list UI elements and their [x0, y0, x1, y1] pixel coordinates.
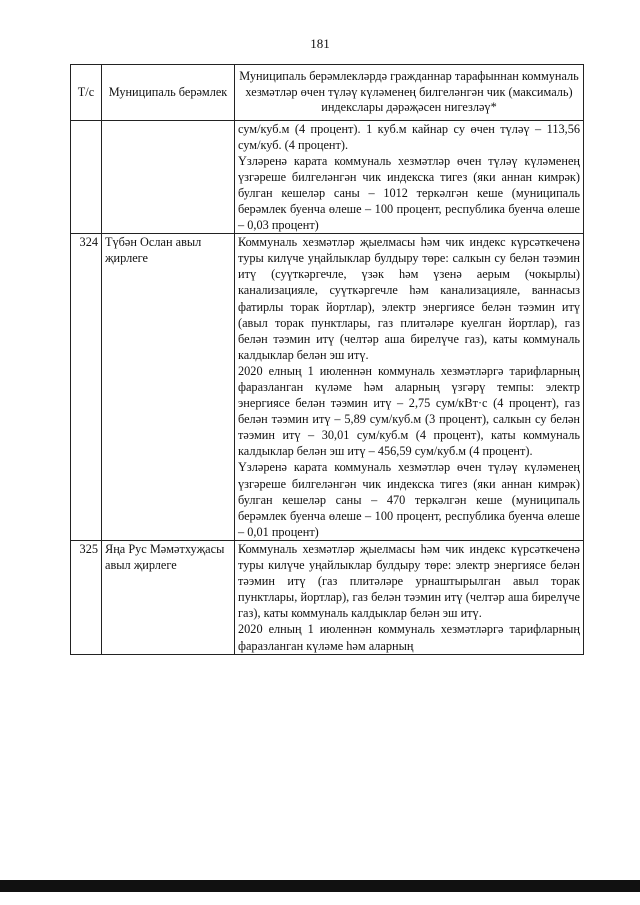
- paragraph: 2020 елның 1 июленнән коммуналь хезмәтләргә тарифларның фаразланган күләме һәм аларның үзгәрү темпы: электр энергиясе белән тәэмин итү – 2,75 сум/кВт·с (4 процент), газ белән тәэмин итү – 5,89 сум/куб.м (3 процент), салкын су белән тәэмин итү – 30,01 сум/куб.м (4 процент), каты коммуналь калдыклар белән эш итү – 456,59 сум/куб.м (4 процент).: [238, 363, 580, 459]
- page-number: 181: [310, 36, 330, 51]
- row-justification: [235, 120, 584, 234]
- row-municipality: [102, 120, 235, 234]
- paragraph: сум/куб.м (4 процент). 1 куб.м кайнар су өчен түләү – 113,56 сум/куб. (4 процент).: [238, 121, 580, 152]
- row-municipality: Яңа Рус Мәмәтхуҗасы авыл җирлеге: [102, 540, 235, 654]
- header-number: Т/с: [71, 65, 102, 121]
- paragraph: Коммуналь хезмәтләр җыелмасы һәм чик индекс күрсәткеченә туры килүче уңайлыклар булдыру төре: салкын су белән тәэмин итү (суүткәргечле, үзәк һәм үзенә аерым (чокырлы) канализацияле, суүткәргечле һәм канализацияле, ваннасыз фатирлы торак йортлар), электр энергиясе белән тәэмин итү (авыл торак пунктлары, газ плитәләре куелган йортлар), газ белән тәэмин итү (челтәр аша бирелүче газ), каты коммуналь калдыклар белән эш итү.: [238, 235, 580, 362]
- municipal-tariff-table: [70, 64, 584, 655]
- scan-bottom-edge: [0, 880, 640, 892]
- row-number: 324: [71, 234, 102, 541]
- paragraph: Үзләренә карата коммуналь хезмәтләр өчен түләү күләменең үзгәреше билгеләнгән чик индекска тигез (яки аннан кимрәк) булган кешеләр саны – 1012 теркәлгән кеше (муниципаль берәмлек буенча өлеше – 100 процент, республика буенча өлеше – 0,03 процент): [238, 153, 580, 233]
- row-justification: [235, 540, 584, 654]
- paragraph: 2020 елның 1 июленнән коммуналь хезмәтләргә тарифларның фаразланган күләме һәм аларның: [238, 622, 580, 653]
- row-number: 325: [71, 540, 102, 654]
- row-municipality: Түбән Ослан авыл җирлеге: [102, 234, 235, 541]
- table-row: [71, 540, 584, 654]
- header-municipality: Муниципаль берәмлек: [102, 65, 235, 121]
- table-row: [71, 120, 584, 234]
- table-row: [71, 234, 584, 541]
- paragraph: Коммуналь хезмәтләр җыелмасы һәм чик индекс күрсәткеченә туры килүче уңайлыклар булдыру төре: электр энергиясе белән тәэмин итү (газ плитәләре урнаштырылган авыл торак пунктлары, йортлар), газ белән тәэмин итү (челтәр аша бирелүче газ), каты коммуналь калдыклар белән эш итү.: [238, 541, 580, 621]
- header-justification: Муниципаль берәмлекләрдә гражданнар тарафыннан коммуналь хезмәтләр өчен түләү күләменең билгеләнгән чик (максималь) индекслары дәрәҗәсен нигезләү*: [235, 65, 584, 121]
- paragraph: Үзләренә карата коммуналь хезмәтләр өчен түләү күләменең үзгәреше билгеләнгән чик индекска тигез (яки аннан кимрәк) булган кешеләр саны – 470 теркәлгән кеше (муниципаль берәмлек буенча өлеше – 100 процент, республика буенча өлеше – 0,01 процент): [238, 460, 580, 539]
- row-justification: [235, 234, 584, 541]
- row-number: [71, 120, 102, 234]
- table-header-row: [71, 65, 584, 121]
